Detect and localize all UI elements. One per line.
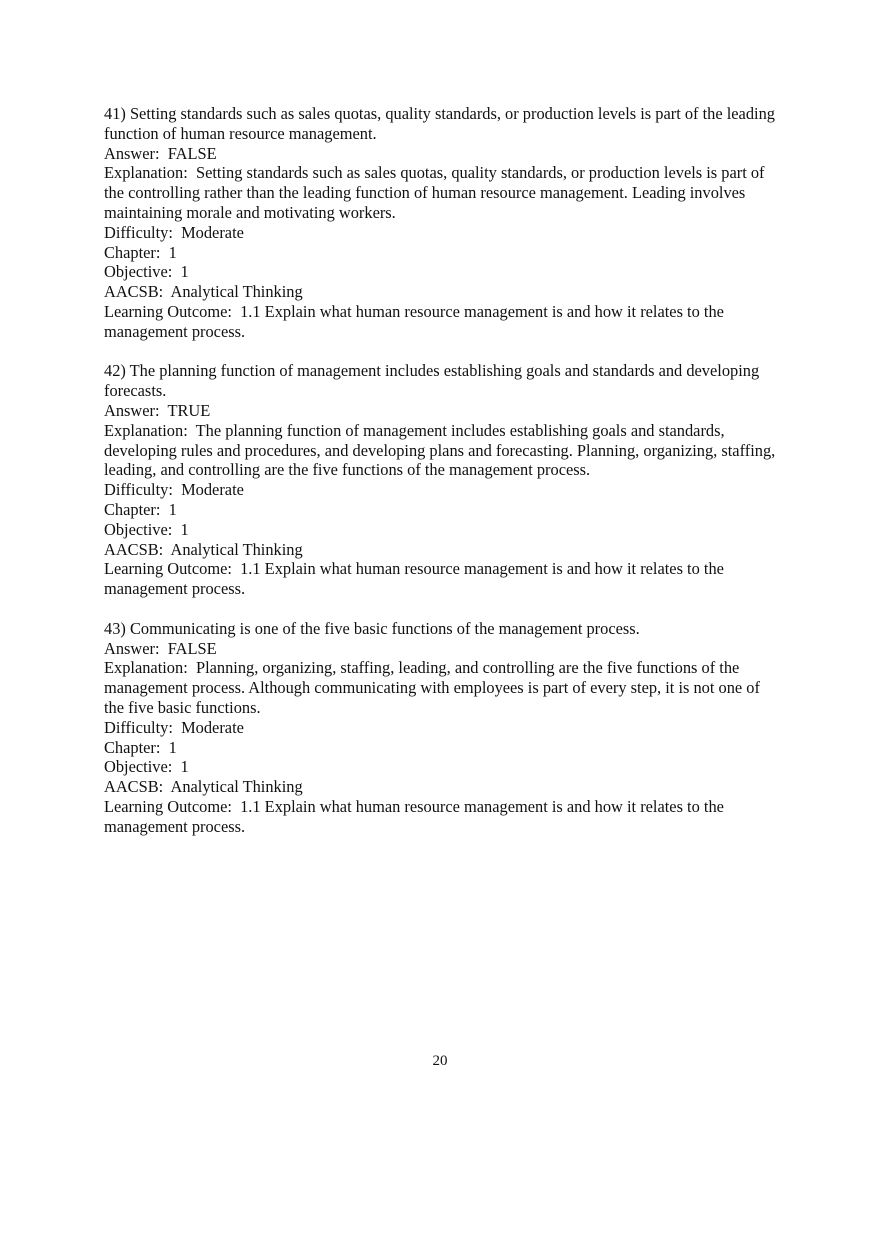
chapter-line <box>104 738 784 758</box>
learning-outcome-value: 1.1 Explain what human resource management is and how it relates to the management process. <box>104 559 724 599</box>
aacsb-value: Analytical Thinking <box>170 777 303 797</box>
chapter-value: 1 <box>168 242 177 262</box>
aacsb-label: AACSB: <box>104 539 171 559</box>
question-list <box>104 104 784 856</box>
objective-line <box>104 262 784 282</box>
chapter-line <box>104 243 784 263</box>
explanation-label: Explanation: <box>104 163 196 183</box>
objective-line <box>104 757 784 777</box>
difficulty-line <box>104 718 784 738</box>
question-42 <box>104 361 784 599</box>
explanation-text: The planning function of management includes establishing goals and standards, developing rules and procedures, and developing plans and forecasting. Planning, organizing, staffing, leading, and controlling are the five functions of the management process. <box>104 420 776 480</box>
page-number: 20 <box>432 1053 448 1069</box>
answer-line <box>104 144 784 164</box>
answer-label: Answer: <box>104 143 168 163</box>
objective-label: Objective: <box>104 519 181 539</box>
answer-value: FALSE <box>167 143 217 163</box>
aacsb-label: AACSB: <box>104 777 171 797</box>
difficulty-label: Difficulty: <box>104 717 182 737</box>
aacsb-line <box>104 777 784 797</box>
objective-value: 1 <box>180 757 189 777</box>
chapter-label: Chapter: <box>104 242 169 262</box>
aacsb-line <box>104 540 784 560</box>
explanation-label: Explanation: <box>104 658 196 678</box>
question-41 <box>104 104 784 342</box>
question-prompt: 43) Communicating is one of the five basic functions of the management process. <box>104 618 640 638</box>
learning-outcome-line <box>104 302 784 342</box>
learning-outcome-line <box>104 559 784 599</box>
aacsb-value: Analytical Thinking <box>170 282 303 302</box>
explanation-label: Explanation: <box>104 420 196 440</box>
difficulty-label: Difficulty: <box>104 480 182 500</box>
learning-outcome-line <box>104 797 784 837</box>
question-prompt: 41) Setting standards such as sales quotas, quality standards, or production levels is part of the leading function of human resource management. <box>104 104 775 143</box>
learning-outcome-label: Learning Outcome: <box>104 301 241 321</box>
learning-outcome-value: 1.1 Explain what human resource management is and how it relates to the management process. <box>104 301 724 341</box>
answer-line <box>104 639 784 659</box>
difficulty-value: Moderate <box>181 717 244 737</box>
question-prompt: 42) The planning function of management includes establishing goals and standards and developing forecasts. <box>104 361 760 401</box>
aacsb-label: AACSB: <box>104 282 171 302</box>
objective-label: Objective: <box>104 262 181 282</box>
chapter-label: Chapter: <box>104 499 169 519</box>
difficulty-line <box>104 480 784 500</box>
objective-value: 1 <box>180 519 189 539</box>
learning-outcome-value: 1.1 Explain what human resource management is and how it relates to the management process. <box>104 796 724 836</box>
answer-label: Answer: <box>104 638 168 658</box>
difficulty-value: Moderate <box>181 222 244 242</box>
explanation-text: Planning, organizing, staffing, leading, and controlling are the five functions of the management process. Although communicating with employees is part of every step, it is not one of the five basic functions. <box>104 658 760 717</box>
chapter-line <box>104 500 784 520</box>
learning-outcome-label: Learning Outcome: <box>104 559 241 579</box>
chapter-value: 1 <box>168 499 177 519</box>
learning-outcome-label: Learning Outcome: <box>104 796 241 816</box>
aacsb-line <box>104 282 784 302</box>
aacsb-value: Analytical Thinking <box>170 539 303 559</box>
explanation-line <box>104 658 784 717</box>
chapter-label: Chapter: <box>104 737 169 757</box>
answer-value: TRUE <box>167 400 211 420</box>
difficulty-value: Moderate <box>181 480 244 500</box>
difficulty-line <box>104 223 784 243</box>
chapter-value: 1 <box>168 737 177 757</box>
objective-value: 1 <box>180 262 189 282</box>
explanation-text: Setting standards such as sales quotas, quality standards, or production levels is part of the controlling rather than the leading function of human resource management. Leading involves maintaining morale and motivating workers. <box>104 163 765 222</box>
objective-line <box>104 520 784 540</box>
objective-label: Objective: <box>104 757 181 777</box>
answer-line <box>104 401 784 421</box>
answer-label: Answer: <box>104 400 168 420</box>
explanation-line <box>104 163 784 222</box>
difficulty-label: Difficulty: <box>104 222 182 242</box>
explanation-line <box>104 421 784 480</box>
answer-value: FALSE <box>167 638 217 658</box>
question-43 <box>104 619 784 837</box>
